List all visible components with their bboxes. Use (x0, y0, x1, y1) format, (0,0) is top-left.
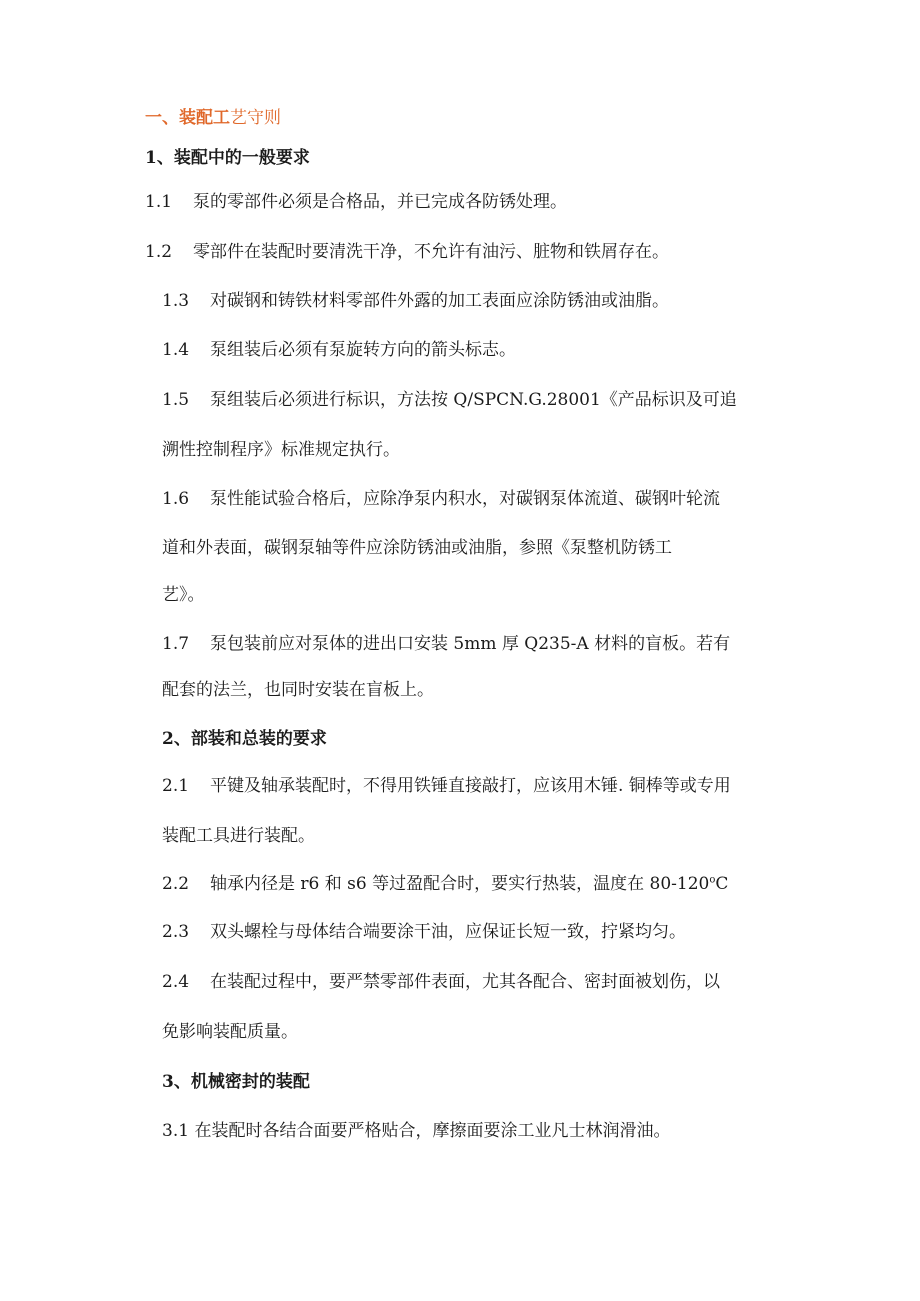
item-text: 泵的零部件必须是合格品，并已完成各防锈处理。 (193, 192, 567, 212)
item-1-6 (162, 487, 720, 511)
item-number: 2.4 (162, 972, 190, 992)
section-heading-2: 2、部装和总装的要求 (162, 729, 327, 749)
title-rest: 艺守则 (230, 108, 281, 128)
section-heading-3: 3、机械密封的装配 (162, 1072, 310, 1092)
item-1-2 (145, 240, 669, 264)
item-number: 1.1 (145, 192, 173, 212)
item-number: 1.3 (162, 291, 190, 311)
item-text: 泵组装后必须进行标识，方法按 Q/SPCN.G.28001《产品标识及可追 (210, 390, 737, 410)
item-text: 平键及轴承装配时，不得用铁锤直接敲打，应该用木锤. 铜棒等或专用 (210, 776, 731, 796)
item-text: 双头螺栓与母体结合端要涂干油，应保证长短一致，拧紧均匀。 (210, 922, 686, 942)
item-number: 1.7 (162, 634, 190, 654)
item-2-4 (162, 970, 720, 994)
item-1-6-continued: 道和外表面，碳钢泵轴等件应涂防锈油或油脂，参照《泵整机防锈工 (162, 538, 672, 558)
item-number: 2.2 (162, 874, 190, 894)
item-text: 对碳钢和铸铁材料零部件外露的加工表面应涂防锈油或油脂。 (210, 291, 669, 311)
item-3-1: 3.1 在装配时各结合面要严格贴合，摩擦面要涂工业凡士林润滑油。 (162, 1121, 671, 1141)
item-2-3 (162, 920, 686, 944)
title-bold: 一、装配工 (145, 108, 230, 128)
item-number: 1.4 (162, 340, 190, 360)
section-heading-1: 1、装配中的一般要求 (145, 148, 310, 168)
item-text: 零部件在装配时要清洗干净，不允许有油污、脏物和铁屑存在。 (193, 242, 669, 262)
item-2-2 (162, 872, 728, 896)
item-1-3 (162, 289, 669, 313)
item-text: 在装配过程中，要严禁零部件表面，尤其各配合、密封面被划伤，以 (210, 972, 720, 992)
item-2-1-continued: 装配工具进行装配。 (162, 826, 315, 846)
item-2-4-continued: 免影响装配质量。 (162, 1022, 298, 1042)
item-2-1 (162, 774, 731, 798)
item-1-6-continued-2: 艺》。 (162, 585, 205, 605)
item-text: 轴承内径是 r6 和 s6 等过盈配合时，要实行热装，温度在 80-120 (210, 874, 710, 894)
item-text: 泵性能试验合格后，应除净泵内积水，对碳钢泵体流道、碳钢叶轮流 (210, 489, 720, 509)
item-number: 1.5 (162, 390, 190, 410)
item-1-1 (145, 190, 567, 214)
item-text: 泵组装后必须有泵旋转方向的箭头标志。 (210, 340, 516, 360)
item-1-7 (162, 632, 730, 656)
item-number: 2.3 (162, 922, 190, 942)
item-number: 2.1 (162, 776, 190, 796)
item-1-5-continued: 溯性控制程序》标准规定执行。 (162, 440, 400, 460)
item-number: 1.6 (162, 489, 190, 509)
item-1-4 (162, 338, 516, 362)
item-text: 泵包装前应对泵体的进出口安装 5mm 厚 Q235-A 材料的盲板。若有 (210, 634, 731, 654)
document-title (145, 106, 281, 130)
unit-text: C (715, 874, 729, 894)
item-number: 1.2 (145, 242, 173, 262)
item-1-5 (162, 388, 737, 412)
degree-superscript: o (709, 874, 716, 886)
item-1-7-continued: 配套的法兰，也同时安装在盲板上。 (162, 680, 434, 700)
